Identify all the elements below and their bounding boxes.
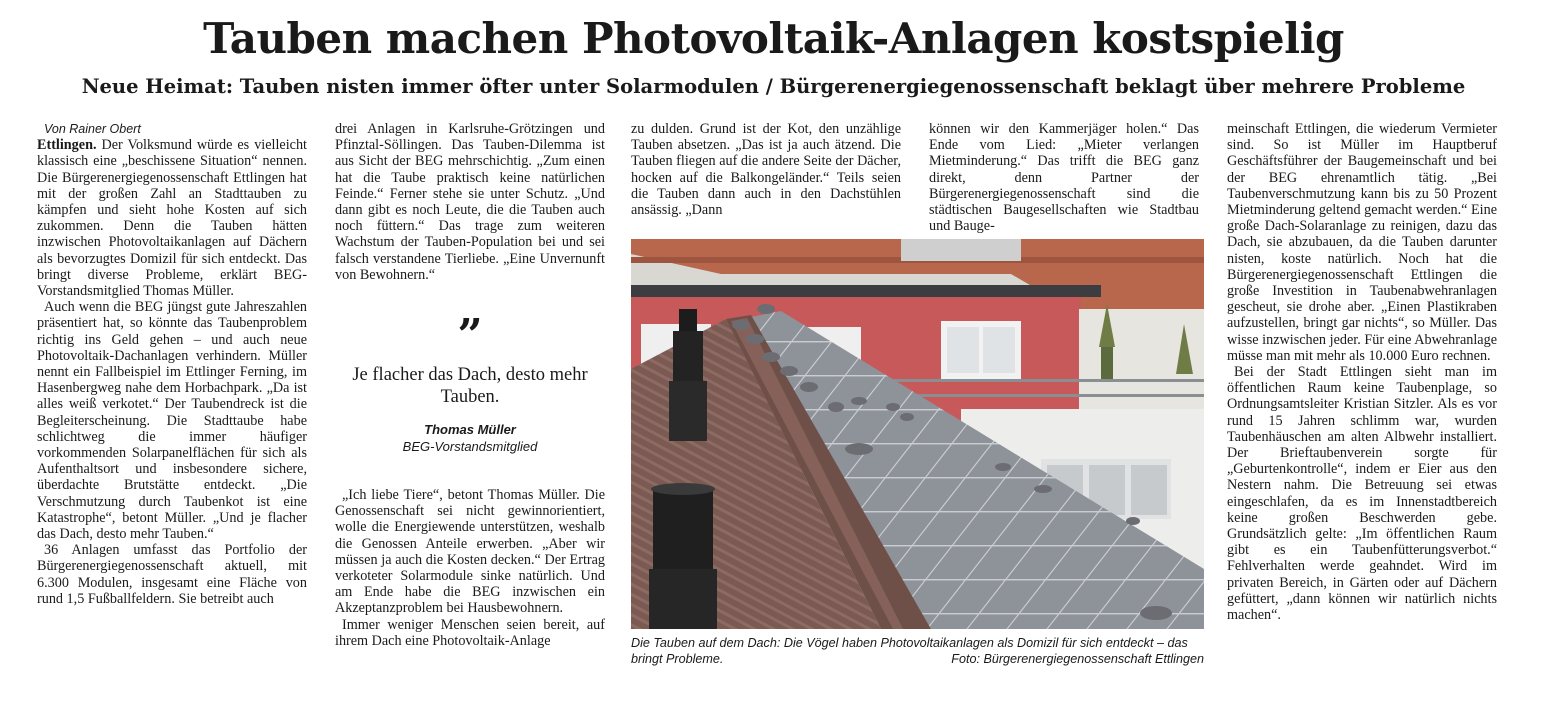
- article-column-4: [929, 121, 1199, 234]
- paragraph: meinschaft Ettlingen, die wiederum Vermieter sind. So ist Müller im Hauptberuf Geschäftsführer der Baugemeinschaft und bei der BEG ehrenamtlich tätig. „Bei Taubenverschmutzung kann bis zu 50 Prozent Mietminderung geltend gemacht werden.“ Eine große Dach-Solaranlage zu reinigen, dazu das Dach, sie abzubauen, da die Tauben darunter nisten, koste natürlich. Noch hat die Bürgerenergiegenossenschaft Ettlingen die große Investition in Taubenabwehranlagen gescheut, sie drohe aber. „Einen Plastikraben aufzustellen, bringt gar nichts“, so Müller. Das wisse inzwischen jeder. Für eine Abwehranlage müsse man mit mehr als 10.000 Euro rechnen.: [1227, 121, 1497, 364]
- headline: Tauben machen Photovoltaik-Anlagen kostspielig: [203, 14, 1344, 63]
- lead-paragraph: [37, 137, 307, 299]
- article-column-1: [37, 121, 307, 607]
- article-column-2-continued: [335, 487, 605, 649]
- paragraph: Auch wenn die BEG jüngst gute Jahreszahlen präsentiert hat, so könnte das Taubenproblem richtig ins Geld gehen – und auch neue Photovoltaik-Dachanlagen verhindern. Müller nennt ein Fallbeispiel im Ettlinger Ferning, im Hasenbergweg nahe dem Horbachpark. „Da ist alles weiß verkotet.“ Der Taubendreck ist die Begleiterscheinung. Die Stadttaube habe schlichtweg die immer häufiger vorkommenden Solarpanelflächen für sich als Aufenthaltsort und insbesondere sichere, überdachte Brutstätte entdeckt. „Die Verschmutzung durch Taubenkot ist eine Katastrophe“, betont Müller. „Und je flacher das Dach, desto mehr Tauben.“: [37, 299, 307, 543]
- paragraph: Bei der Stadt Ettlingen sieht man im öffentlichen Raum keine Taubenplage, so Ordnungsamtsleiter Kristian Sitzler. Als es vor rund 15 Jahren schlimm war, wurden Taubenhäuschen am alten Albwehr installiert. Der Brieftaubenverein sorgte für „Geburtenkontrolle“, indem er Eier aus den Nestern nahm. Die Betreuung sei etwas eingeschlafen, da es im Innenstadtbereich keine großen Beschwerden gebe. Grundsätzlich gelte: „Im öffentlichen Raum gibt es ein Taubenfütterungsverbot.“ Fehlverhalten werde geahndet. Wird im privaten Bereich, in Gärten oder auf Dächern gefüttert, „dann können wir natürlich nichts machen“.: [1227, 364, 1497, 624]
- article-column-3: [631, 121, 901, 218]
- quote-author-role: BEG-Vorstandsmitglied: [402, 439, 538, 454]
- article-photo: [631, 239, 1204, 629]
- paragraph: „Ich liebe Tiere“, betont Thomas Müller. Die Genossenschaft sei nicht gewinnorientiert, wolle die Energiewende unterstützen, weshalb die Genossen Anteile erwerben. „Aber wir müssen ja auch die Kosten decken.“ Der Ertrag verkoteter Solarmodule sinke natürlich. Und am Ende habe die BEG inzwischen ein Akzeptanzproblem bei Hausbewohnern.: [335, 487, 605, 617]
- rooftop-pigeons-illustration: [631, 239, 1204, 629]
- paragraph: Immer weniger Menschen seien bereit, auf ihrem Dach eine Photovoltaik-Anlage: [335, 616, 605, 649]
- byline: Von Rainer Obert: [44, 122, 141, 136]
- article-column-5: [1227, 121, 1497, 623]
- paragraph: können wir den Kammerjäger holen.“ Das Ende vom Lied: „Mieter verlangen Mietminderung.“ Das trifft die BEG ganz direkt, denn Partner der Bürgerenergiegenossenschaft sind die städtischen Baugesellschaften wie Stadtbau und Bauge-: [929, 121, 1199, 235]
- pull-quote: [335, 310, 605, 454]
- photo-caption: [631, 636, 1204, 667]
- paragraph: zu dulden. Grund ist der Kot, den unzählige Tauben absetzen. „Das ist ja auch ätzend. Die Tauben fliegen auf die andere Seite der Dächer, hocken auf die Balkongeländer.“ Teils seien die Tauben dann auch in den Dachstühlen ansässig. „Dann: [631, 121, 901, 219]
- quote-text: Je flacher das Dach, desto mehr Tauben.: [352, 365, 588, 407]
- article-column-2: [335, 121, 605, 283]
- paragraph: 36 Anlagen umfasst das Portfolio der Bürgerenergiegenossenschaft aktuell, mit 6.300 Modulen, insgesamt eine Fläche von rund 1,5 Fußballfeldern. Sie betreibt auch: [37, 542, 307, 607]
- quote-mark-icon: ”: [457, 310, 483, 361]
- quote-author: Thomas Müller: [424, 422, 516, 437]
- subheadline: Neue Heimat: Tauben nisten immer öfter unter Solarmodulen / Bürgerenergiegenossenschaft beklagt über mehrere Probleme: [81, 75, 1466, 98]
- paragraph: drei Anlagen in Karlsruhe-Grötzingen und Pfinztal-Söllingen. Das Tauben-Dilemma ist aus Sicht der BEG mehrschichtig. „Zum einen hat die Taube praktisch keine natürlichen Feinde.“ Ferner stehe sie unter Schutz. „Und dann gibt es noch Leute, die die Tauben auch noch füttern.“ Das trage zum weiteren Wachstum der Tauben-Population bei und sei falsch verstandene Tierliebe. „Eine Unvernunft von Bewohnern.“: [335, 121, 605, 283]
- placename: Ettlingen.: [37, 137, 97, 154]
- photo-credit: Foto: Bürgerenergiegenossenschaft Ettlingen: [951, 651, 1204, 666]
- lead-text: Der Volksmund würde es vielleicht klassisch eine „beschissene Situation“ nennen. Die Bürgerenergiegenossenschaft Ettlingen hat mit der großen Zahl an Stadttauben zu kämpfen und sieht hohe Kosten auf sich zukommen. Denn die Tauben hätten inzwischen Photovoltaikanlagen auf Dächern als bevorzugtes Domizil für sich entdeckt. Das bringt diverse Probleme, erklärt BEG-Vorstandsmitglied Thomas Müller.: [37, 137, 307, 300]
- caption-text: Die Tauben auf dem Dach: Die Vögel haben Photovoltaikanlagen als Domizil für sich entdeckt – das bringt Probleme.: [631, 636, 1188, 666]
